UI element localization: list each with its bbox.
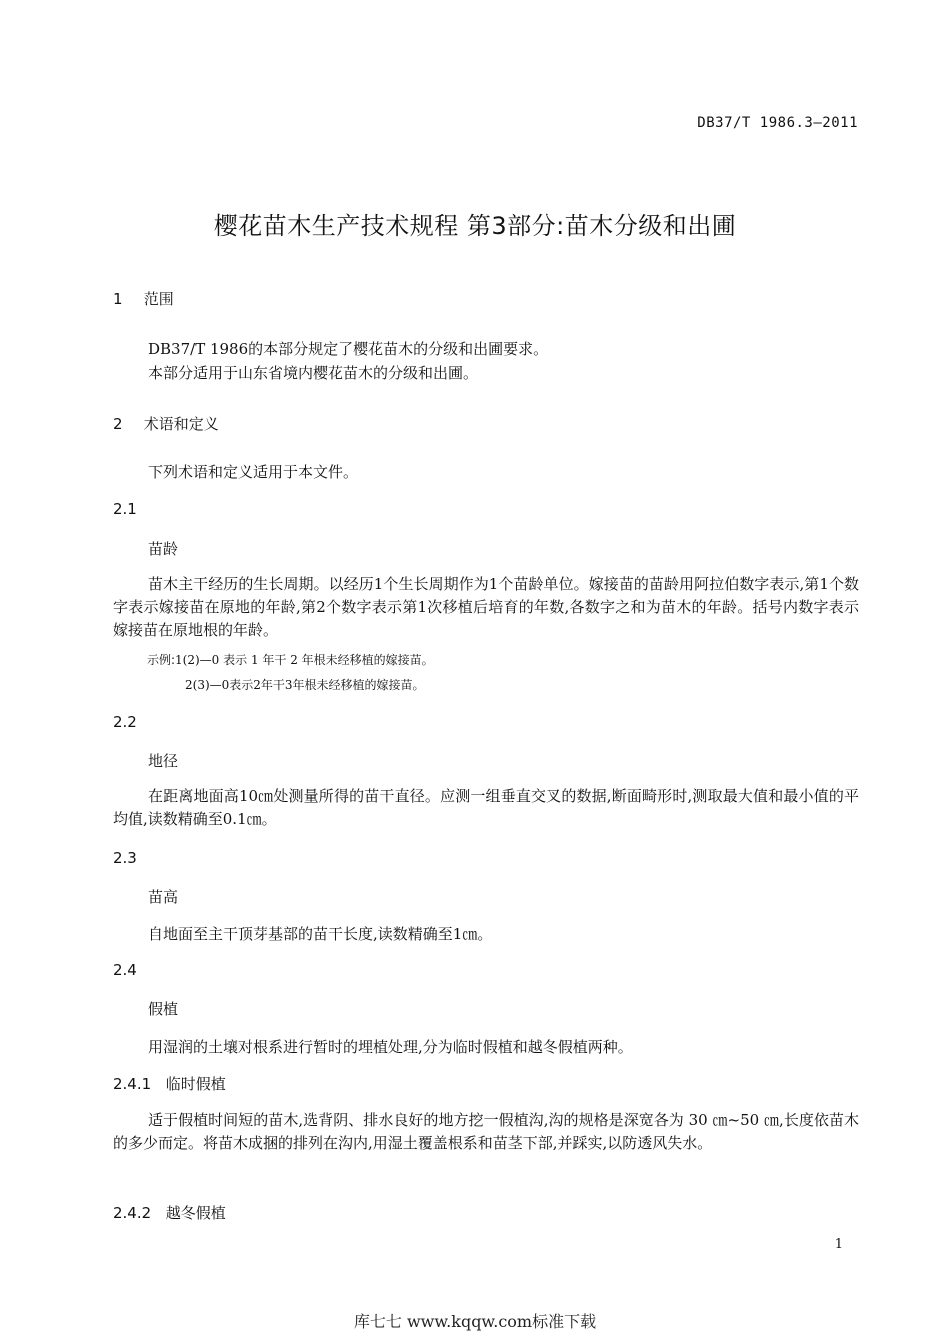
standard-code: DB37/T 1986.3—2011 <box>697 115 858 131</box>
term-seedling-height: 苗高 <box>148 888 179 906</box>
section-title: 临时假植 <box>165 1075 226 1093</box>
section-number: 2 <box>113 415 123 433</box>
temporary-heeling-text: 适于假植时间短的苗木,选背阴、排水良好的地方挖一假植沟,沟的规格是深宽各为 30 ㎝~50 ㎝,长度依苗木的多少而定。将苗木成捆的排列在沟内,用湿土覆盖根系和苗茎下部,并踩实,以防透风失水。 <box>113 1111 859 1152</box>
section-number: 2.1 <box>113 500 137 518</box>
example-label: 示例: <box>147 653 176 667</box>
section-number: 2.3 <box>113 849 137 867</box>
example-1-text: 1(2)—0 表示 1 年干 2 年根未经移植的嫁接苗。 <box>175 653 434 667</box>
section-2-4-2-heading <box>113 1202 226 1223</box>
section-title: 范围 <box>143 290 174 308</box>
definition-seedling-age: 苗木主干经历的生长周期。以经历1个生长周期作为1个苗龄单位。嫁接苗的苗龄用阿拉伯数字表示,第1个数字表示嫁接苗在原地的年龄,第2个数字表示第1次移植后培育的年数,各数字之和为苗木的年龄。括号内数字表示嫁接苗在原地根的年龄。 <box>113 575 859 639</box>
definition-seedling-height: 自地面至主干顶芽基部的苗干长度,读数精确至1㎝。 <box>148 925 493 943</box>
section-2-heading <box>113 413 219 434</box>
definition-ground-diameter: 在距离地面高10㎝处测量所得的苗干直径。应测一组垂直交叉的数据,断面畸形时,测取最大值和最小值的平均值,读数精确至0.1㎝。 <box>113 787 859 828</box>
scope-line-1: DB37/T 1986的本部分规定了樱花苗木的分级和出圃要求。 <box>148 340 549 358</box>
section-number: 2.4 <box>113 961 137 979</box>
terms-intro: 下列术语和定义适用于本文件。 <box>148 463 359 481</box>
section-number: 2.4.2 <box>113 1204 152 1222</box>
scope-line-2: 本部分适用于山东省境内樱花苗木的分级和出圃。 <box>148 364 479 382</box>
definition-heeling-in: 用湿润的土壤对根系进行暂时的埋植处理,分为临时假植和越冬假植两种。 <box>148 1038 633 1056</box>
section-1-heading <box>113 288 174 309</box>
example-1 <box>147 649 434 671</box>
page-title: 樱花苗木生产技术规程 第3部分:苗木分级和出圃 <box>213 212 737 240</box>
page-number: 1 <box>834 1237 843 1252</box>
section-number: 2.2 <box>113 713 137 731</box>
section-title: 越冬假植 <box>165 1204 226 1222</box>
term-heeling-in: 假植 <box>148 1000 179 1018</box>
term-seedling-age: 苗龄 <box>148 540 179 558</box>
section-2-2-number <box>113 713 139 731</box>
example-2: 2(3)—0表示2年干3年根未经移植的嫁接苗。 <box>185 678 425 692</box>
section-2-1-number <box>113 500 139 518</box>
section-2-4-number <box>113 961 139 979</box>
section-2-4-1-heading <box>113 1073 226 1094</box>
footer-watermark: 库七七 www.kqqw.com标准下载 <box>353 1312 597 1331</box>
section-2-3-number <box>113 849 139 867</box>
section-title: 术语和定义 <box>143 415 219 433</box>
section-number: 2.4.1 <box>113 1075 152 1093</box>
section-number: 1 <box>113 290 123 308</box>
term-ground-diameter: 地径 <box>148 752 179 770</box>
